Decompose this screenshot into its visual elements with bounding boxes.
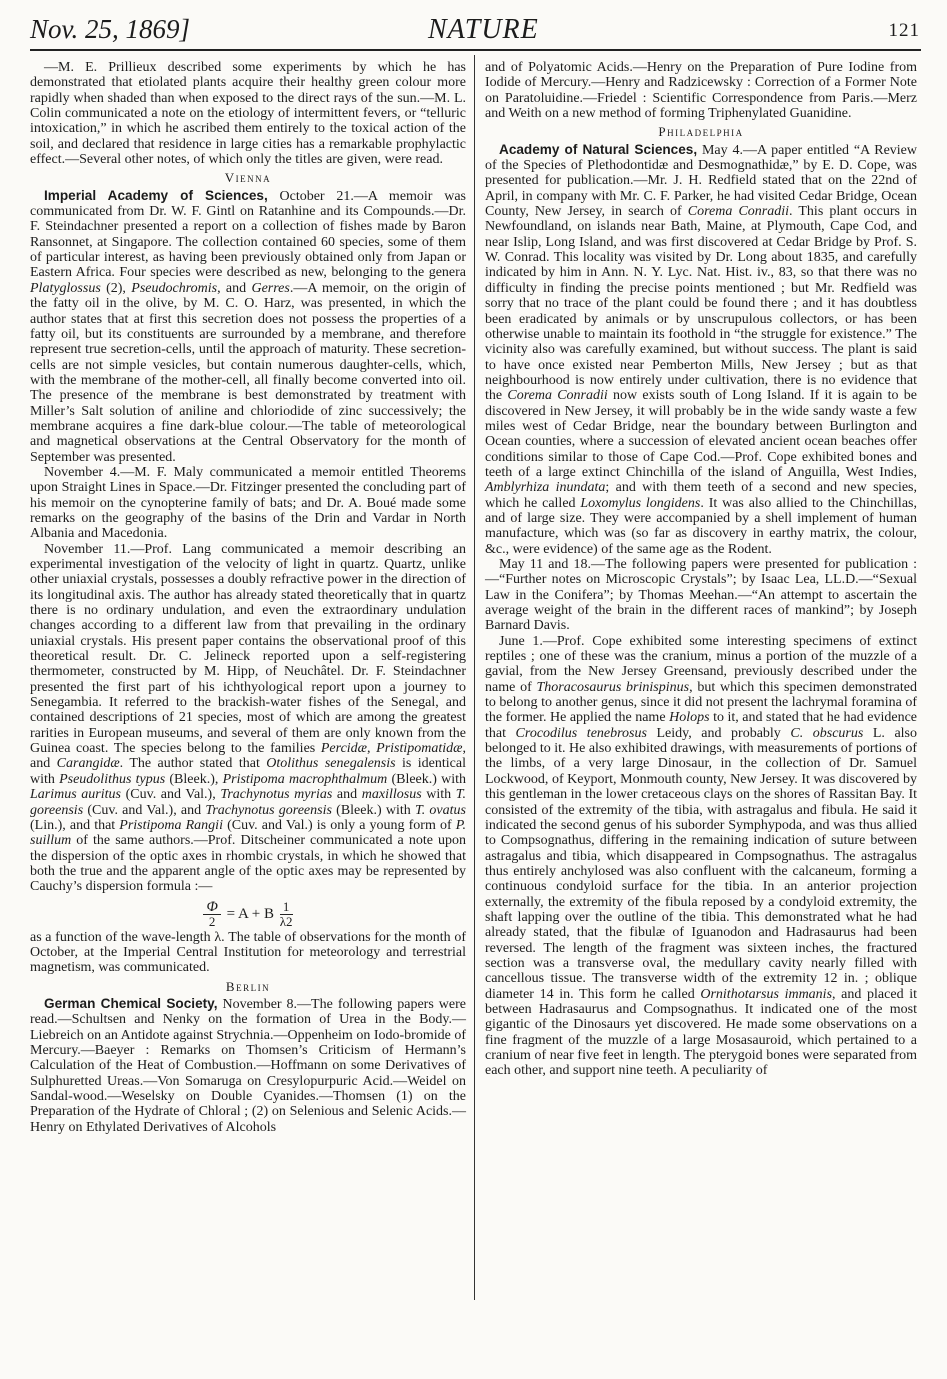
- page-number: 121: [888, 20, 920, 41]
- berlin-continuation: and of Polyatomic Acids.—Henry on the Preparation of Pure Iodine from Iodide of Mercury.—Henry and Radzicewsky : Correction of a Former Note on Paratoluidine.—Friedel : Scientific Correspondence from Paris.—Merz and Weith on a new method of forming Triphenylated Guanidine.: [485, 60, 917, 122]
- berlin-paragraph: German Chemical Society, November 8.—The following papers were read.—Schultsen and Nenky on the formation of Urea in the Body.—Liebreich on an Antidote against Strychnia.—Oppenheim on Iodo-bromide of Mercury.—Baeyer : Remarks on Thomsen’s Criticism of Hermann’s Calculation of the Heat of Combustion.—Hoffmann on some Derivatives of Sulphuretted Ureas.—Von Somaruga on Cresylopurpuric Acid.—Weidel on Sandal-wood.—Weselsky on Double Cyanides.—Thomsen (1) on the Preparation of the Hydrate of Chloral ; (2) on Selenious and Selenic Acids.—Henry on Ethylated Derivatives of Alcohols: [30, 995, 466, 1135]
- header-rule: [30, 49, 921, 51]
- vienna-paragraph-4: as a function of the wave-length λ. The table of observations for the month of October, at the Imperial Central Institution for meteorology and terrestrial magnetism, was communicated.: [30, 929, 466, 976]
- vienna-paragraph-1: Imperial Academy of Sciences, October 21.—A memoir was communicated from Dr. W. F. Gintl on Ratanhine and its Compounds.—Dr. F. Steindachner presented a report on a collection of fishes made by Baron Ransonnet, at Singapore. The collection contained 60 species, some of them of particular interest, as having been previously obtained only from Japan or Eastern Africa. Four species were described as new, belonging to the genera Platyglossus (2), Pseudochromis, and Gerres.—A memoir, on the origin of the fatty oil in the olive, by M. C. O. Harz, was presented, in which the author states that at first this secretion does not possess the properties of a fatty oil, but its constituents are surrounded by a membrane, and therefore represent true secretion-cells, until the approach of maturity. These secretion-cells are not simple vesicles, but contain numerous daughter-cells, which, with the membrane of the mother-cell, all finally become converted into oil. The presence of the membrane is best demonstrated by treatment with Miller’s Salt solution of aniline and chloriodide of zinc successively; the membrane acquires a fine dark-blue colour.—The table of meteorological and magnetical observations at the Central Observatory for the month of September was presented.: [30, 187, 466, 465]
- philadelphia-paragraph-3: June 1.—Prof. Cope exhibited some interesting specimens of extinct reptiles ; one of these was the cranium, minus a portion of the muzzle of a gavial, from the New Jersey Greensand, previously described under the name of Thoracosaurus brinispinus, but which this specimen demonstrated to belong to another genus, since it did not present the lachrymal foramina of the former. He applied the name Holops to it, and stated that he had evidence that Crocodilus tenebrosus Leidy, and probably C. obscurus L. also belonged to it. He also exhibited drawings, with measurements of portions of the limbs, of a very large Dinosaur, in the collection of Dr. Samuel Lockwood, of Keyport, Monmouth county, New Jersey. It was discovered by this gentleman in the lower cretaceous clays on the shores of Rassitan Bay. It consisted of the extremity of the tibia, with astragalus and fibula. He said it indicated the second genus of his suborder Symphypoda, and was thus allied to Compsognathus, differing in the remaining indication of suture between astragalus and tibia, which disappeared in Compsognathus. The astragalus thus entirely anchylosed was also confluent with the calcaneum, forming a continuous condyloid surface for the tibia. In an anterior projection externally, the extremity of the fibula reposed by a condyloid extremity, the shaft lapping over the outline of the tibia. This demonstrated what he had already stated, that the fibulæ of Iguanodon and Hadrasaurus had been reversed. The length of the fragment was sixteen inches, the fractured section was a transverse oval, the medullary cavity nearly filled with cancellous tissue. The transverse width of the extremity 12 in. ; oblique diameter 14 in. This form he called Ornithotarsus immanis, and placed it between Hadrasaurus and Compsognathus. It indicated one of the most gigantic of the Dinosaurs yet discovered. He made some observations on a fine fragment of the muzzle of a large Mosasauroid, which pertained to a cranium of near five feet in length. The pterygoid bones were separated from each other, and support nine teeth. A peculiarity of: [485, 633, 918, 1079]
- society-name: German Chemical Society,: [44, 995, 218, 1011]
- paris-paragraph: —M. E. Prillieux described some experiments by which he has demonstrated that etiolated plants acquire their healthy green colour more rapidly when shaded than when exposed to the direct rays of the sun.—M. L. Colin communicated a note on the etiology of intermittent fevers, or “telluric intoxication,” in which he ascribed them entirely to the toxical action of the soil, and declared that residence in large cities has a remarkable prophylactic effect.—Several other notes, of which only the titles are given, were read.: [30, 60, 466, 168]
- journal-title: NATURE: [428, 14, 539, 45]
- vienna-paragraph-3: November 11.—Prof. Lang communicated a memoir describing an experimental investigation of the velocity of light in quartz. Quartz, unlike other uniaxial crystals, possesses a doubly refractive power in the direction of its longitudinal axis. The author has already stated theoretically that in quartz there is no ordinary undulation, and even the extraordinary undulation changes according to a different law from that prevailing in the ordinary uniaxial crystals. His present paper contains the observational proof of this theoretical result. Dr. C. Jelineck reported upon a self-registering thermometer, constructed by M. Hipp, of Neuchâtel. Dr. F. Steindachner presented the first part of his ichthyological report upon a journey to Senegambia. It referred to the brackish-water fishes of the Senegal, and contained descriptions of 21 species, most of which are among the greatest rarities in European museums, and several of them are only known from the Guinea coast. The species belong to the families Percidæ, Pristipomatidæ, and Carangidæ. The author stated that Otolithus senegalensis is identical with Pseudolithus typus (Bleek.), Pristipoma macrophthalmum (Bleek.) with Larimus auritus (Cuv. and Val.), Trachynotus myrias and maxillosus with T. goreensis (Cuv. and Val.), and Trachynotus goreensis (Bleek.) with T. ovatus (Lin.), and that Pristipoma Rangii (Cuv. and Val.) is only a young form of P. suillum of the same authors.—Prof. Ditscheiner communicated a note upon the dispersion of the optic axes in rhombic crystals, in which he showed that both the true and the apparent angle of the optic axes may be represented by Cauchy’s dispersion formula :—: [30, 541, 467, 895]
- section-heading-philadelphia: Philadelphia: [658, 124, 744, 140]
- column-divider: [474, 55, 475, 1300]
- issue-date: Nov. 25, 1869]: [30, 14, 190, 44]
- society-name: Imperial Academy of Sciences,: [44, 187, 268, 203]
- philadelphia-paragraph-2: May 11 and 18.—The following papers were presented for publication :—“Further notes on Microscopic Crystals”; by Isaac Lea, LL.D.—“Sexual Law in the Conifera”; by Thomas Meehan.—“An attempt to ascertain the average weight of the brain in the different races of mankind”; by Joseph Barnard Davis.: [485, 557, 917, 634]
- society-name: Academy of Natural Sciences,: [499, 141, 698, 157]
- philadelphia-paragraph-1: Academy of Natural Sciences, May 4.—A paper entitled “A Review of the Species of Plethodontidæ and Desmognathidæ,” by E. D. Cope, was presented for publication.—Mr. J. H. Redfield stated that on the 22nd of April, in company with Mr. C. F. Parker, he had visited Cedar Bridge, Ocean County, New Jersey, in search of Corema Conradii. This plant occurs in Newfoundland, on islands near Bath, Maine, at Plymouth, Cape Cod, and near Islip, Long Island, and was first discovered at Cedar Bridge by Prof. S. W. Conrad. This locality was visited by Dr. Long about 1835, and carefully indicated by him in Ann. N. Y. Lyc. Nat. Hist. iv., 83, so that there was no difficulty in finding the precise points mentioned ; but Mr. Redfield was sorry that no trace of the plant could be found there ; and it has doubtless been eradicated by animals or by unscrupulous collectors, or has been otherwise unable to maintain its foothold in “the struggle for existence.” The vicinity also was carefully examined, but without success. The plant is said to have once existed near Pemberton Mills, New Jersey ; but as that neighbourhood is now entirely under cultivation, there is no evidence that the Corema Conradii now exists south of Long Island. If it is again to be discovered in New Jersey, it will probably be in the wide sandy waste a few miles west of Cedar Bridge, near the boundary between Burlington and Ocean counties, where a succession of elevated ancient ocean beaches offer conditions similar to those of Cape Cod.—Prof. Cope exhibited bones and teeth of a large extinct Chinchilla of the island of Anguilla, West Indies, Amblyrhiza inundata; and with them teeth of a second and new species, which he called Loxomylus longidens. It was also allied to the Chinchillas, and of large size. They were accompanied by a shell implement of human manufacture, which was (so far as discovery in earthy matrix, the colour, &c., were evidence) of the same age as the Rodent.: [485, 141, 918, 557]
- section-heading-berlin: Berlin: [225, 978, 271, 994]
- vienna-paragraph-2: November 4.—M. F. Maly communicated a memoir entitled Theorems upon Straight Lines in Space.—Dr. Fitzinger presented the concluding part of his memoir on the cynopterine family of bats; and Dr. A. Boué made some remarks on the geography of the basins of the Drin and Vardar in North Albania and Macedonia.: [30, 464, 466, 542]
- right-column: [485, 60, 917, 1079]
- page-header: [30, 10, 920, 50]
- section-heading-vienna: Vienna: [224, 170, 272, 186]
- dispersion-formula: $\frac{\Phi}{2}$ = A + B $\frac{1}{\lambda 2}$: [30, 900, 466, 929]
- left-column: [30, 60, 466, 1135]
